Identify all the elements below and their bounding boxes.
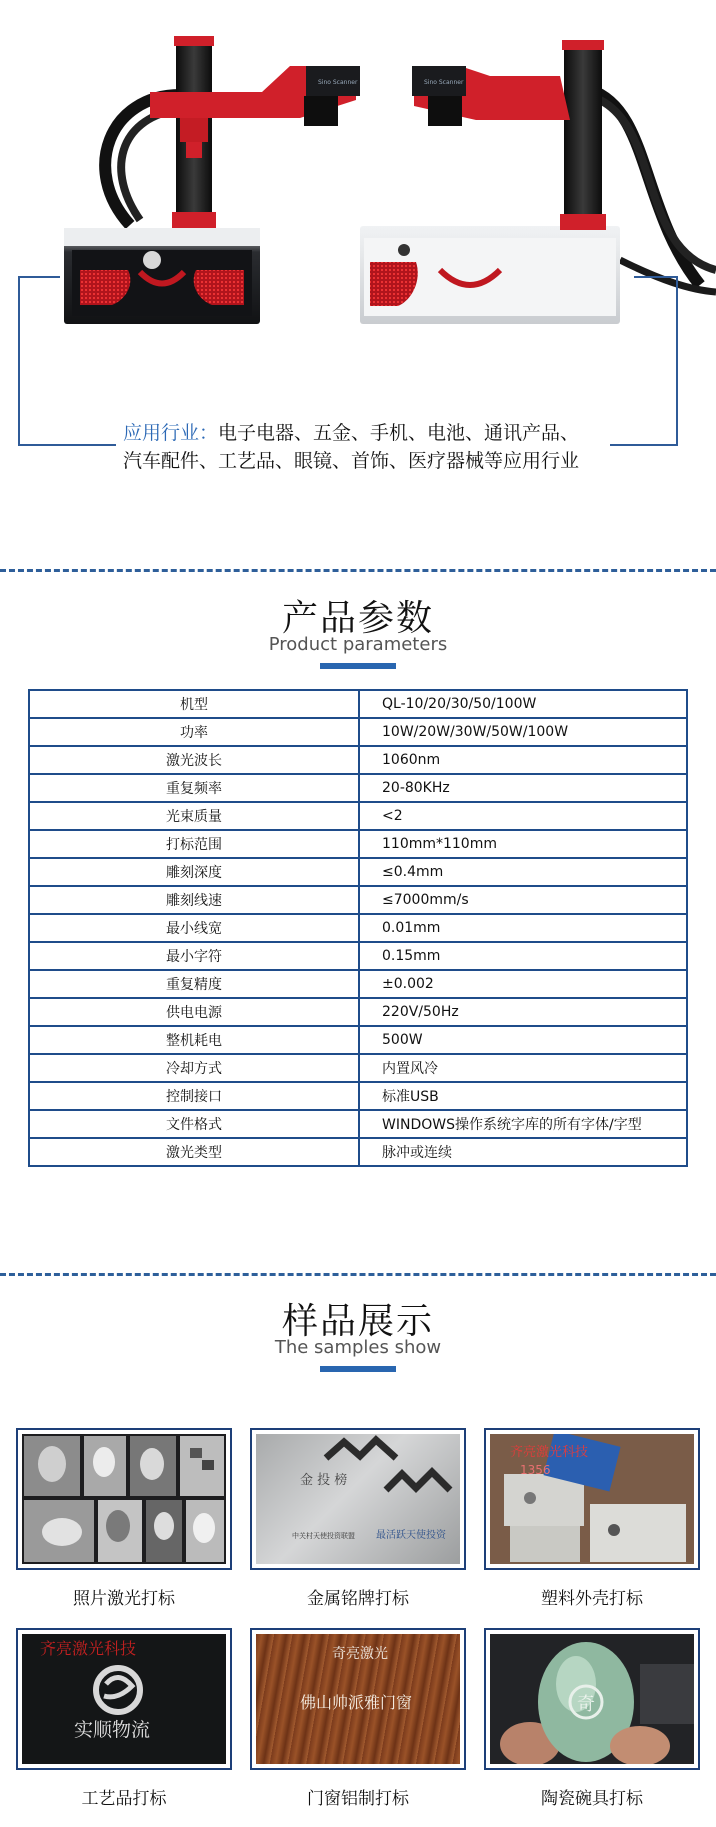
param-value: ±0.002 <box>359 970 687 998</box>
sample-caption: 门窗铝制打标 <box>307 1789 409 1809</box>
params-subtitle: Product parameters <box>268 634 448 655</box>
sample-door-window-aluminum <box>250 1628 466 1809</box>
param-name: 冷却方式 <box>29 1054 359 1082</box>
sample-caption: 陶瓷碗具打标 <box>541 1789 643 1809</box>
params-title: 产品参数 <box>281 598 434 639</box>
section-divider-params <box>0 569 716 572</box>
svg-text:佛山帅派雅门窗: 佛山帅派雅门窗 <box>300 1693 413 1712</box>
svg-text:齐亮激光科技: 齐亮激光科技 <box>510 1445 589 1460</box>
svg-text:奇: 奇 <box>577 1694 595 1715</box>
param-name: 打标范围 <box>29 830 359 858</box>
params-row <box>29 942 687 970</box>
svg-text:金 投 榜: 金 投 榜 <box>300 1473 348 1488</box>
param-name: 最小字符 <box>29 942 359 970</box>
laser-machines-image <box>0 0 716 340</box>
sample-caption: 工艺品打标 <box>81 1789 167 1809</box>
sample-image-frame <box>16 1428 232 1570</box>
params-row <box>29 802 687 830</box>
application-line-2: 汽车配件、工艺品、眼镜、首饰、医疗器械等应用行业 <box>123 450 580 472</box>
ceramic-image <box>490 1634 694 1764</box>
callout-left-vertical <box>18 276 20 446</box>
param-name: 文件格式 <box>29 1110 359 1138</box>
crafts-image <box>22 1634 226 1764</box>
callout-left-foot <box>18 444 116 446</box>
param-value: ≤7000mm/s <box>359 886 687 914</box>
param-value: 500W <box>359 1026 687 1054</box>
svg-text:最活跃天使投资: 最活跃天使投资 <box>376 1530 446 1541</box>
param-name: 激光波长 <box>29 746 359 774</box>
application-line-1: 电子电器、五金、手机、电池、通讯产品、 <box>218 422 580 444</box>
application-industries <box>123 419 643 475</box>
sample-image-frame <box>484 1628 700 1770</box>
samples-title-underline <box>320 1366 396 1372</box>
params-row <box>29 914 687 942</box>
param-name: 功率 <box>29 718 359 746</box>
param-value: 10W/20W/30W/50W/100W <box>359 718 687 746</box>
sample-image-frame <box>484 1428 700 1570</box>
svg-text:奇亮激光: 奇亮激光 <box>332 1646 388 1662</box>
hero-section <box>0 0 716 500</box>
callout-right-vertical <box>676 276 678 446</box>
param-name: 最小线宽 <box>29 914 359 942</box>
callout-right-horizontal <box>634 276 678 278</box>
sample-image-frame <box>250 1428 466 1570</box>
param-name: 雕刻深度 <box>29 858 359 886</box>
params-row <box>29 1026 687 1054</box>
param-name: 机型 <box>29 690 359 718</box>
param-name: 光束质量 <box>29 802 359 830</box>
param-value: 220V/50Hz <box>359 998 687 1026</box>
section-divider-samples <box>0 1273 716 1276</box>
params-row <box>29 774 687 802</box>
svg-text:1356: 1356 <box>520 1463 551 1477</box>
sample-metal-nameplate <box>250 1428 466 1609</box>
sample-photo-marking <box>16 1428 232 1609</box>
plastic-casing-image <box>490 1434 694 1564</box>
param-name: 供电电源 <box>29 998 359 1026</box>
svg-text:齐亮激光科技: 齐亮激光科技 <box>40 1639 137 1658</box>
params-row <box>29 690 687 718</box>
samples-subtitle: The samples show <box>274 1337 442 1358</box>
param-value: QL-10/20/30/50/100W <box>359 690 687 718</box>
sample-ceramic-bowl <box>484 1628 700 1809</box>
param-name: 控制接口 <box>29 1082 359 1110</box>
callout-left-horizontal <box>18 276 60 278</box>
sample-plastic-casing <box>484 1428 700 1609</box>
params-row <box>29 970 687 998</box>
door-window-image <box>256 1634 460 1764</box>
params-row <box>29 998 687 1026</box>
param-value: ≤0.4mm <box>359 858 687 886</box>
param-value: WINDOWS操作系统字库的所有字体/字型 <box>359 1110 687 1138</box>
params-row <box>29 1138 687 1166</box>
param-value: <2 <box>359 802 687 830</box>
sample-image-frame <box>16 1628 232 1770</box>
sample-image-frame <box>250 1628 466 1770</box>
param-name: 雕刻线速 <box>29 886 359 914</box>
param-value: 1060nm <box>359 746 687 774</box>
sample-caption: 照片激光打标 <box>73 1589 175 1609</box>
param-value: 20-80KHz <box>359 774 687 802</box>
param-name: 重复频率 <box>29 774 359 802</box>
svg-text:实顺物流: 实顺物流 <box>74 1719 151 1741</box>
param-name: 激光类型 <box>29 1138 359 1166</box>
svg-text:Sino Scanner: Sino Scanner <box>318 79 358 86</box>
application-label: 应用行业： <box>123 422 219 444</box>
svg-text:中关村天使投资联盟: 中关村天使投资联盟 <box>292 1532 355 1540</box>
sample-crafts <box>16 1628 232 1809</box>
params-row <box>29 1082 687 1110</box>
params-row <box>29 1054 687 1082</box>
params-row <box>29 1110 687 1138</box>
metal-nameplate-image <box>256 1434 460 1564</box>
photo-marking-image <box>22 1434 226 1564</box>
param-value: 标准USB <box>359 1082 687 1110</box>
svg-text:Sino Scanner: Sino Scanner <box>424 79 464 86</box>
params-row <box>29 746 687 774</box>
sample-caption: 塑料外壳打标 <box>541 1589 643 1609</box>
samples-title: 样品展示 <box>281 1301 434 1342</box>
params-row <box>29 718 687 746</box>
param-value: 内置风冷 <box>359 1054 687 1082</box>
param-value: 110mm*110mm <box>359 830 687 858</box>
sample-caption: 金属铭牌打标 <box>307 1589 409 1609</box>
params-table <box>28 689 688 1167</box>
param-name: 重复精度 <box>29 970 359 998</box>
param-value: 脉冲或连续 <box>359 1138 687 1166</box>
params-row <box>29 886 687 914</box>
params-row <box>29 858 687 886</box>
params-title-underline <box>320 663 396 669</box>
params-row <box>29 830 687 858</box>
param-name: 整机耗电 <box>29 1026 359 1054</box>
param-value: 0.01mm <box>359 914 687 942</box>
param-value: 0.15mm <box>359 942 687 970</box>
